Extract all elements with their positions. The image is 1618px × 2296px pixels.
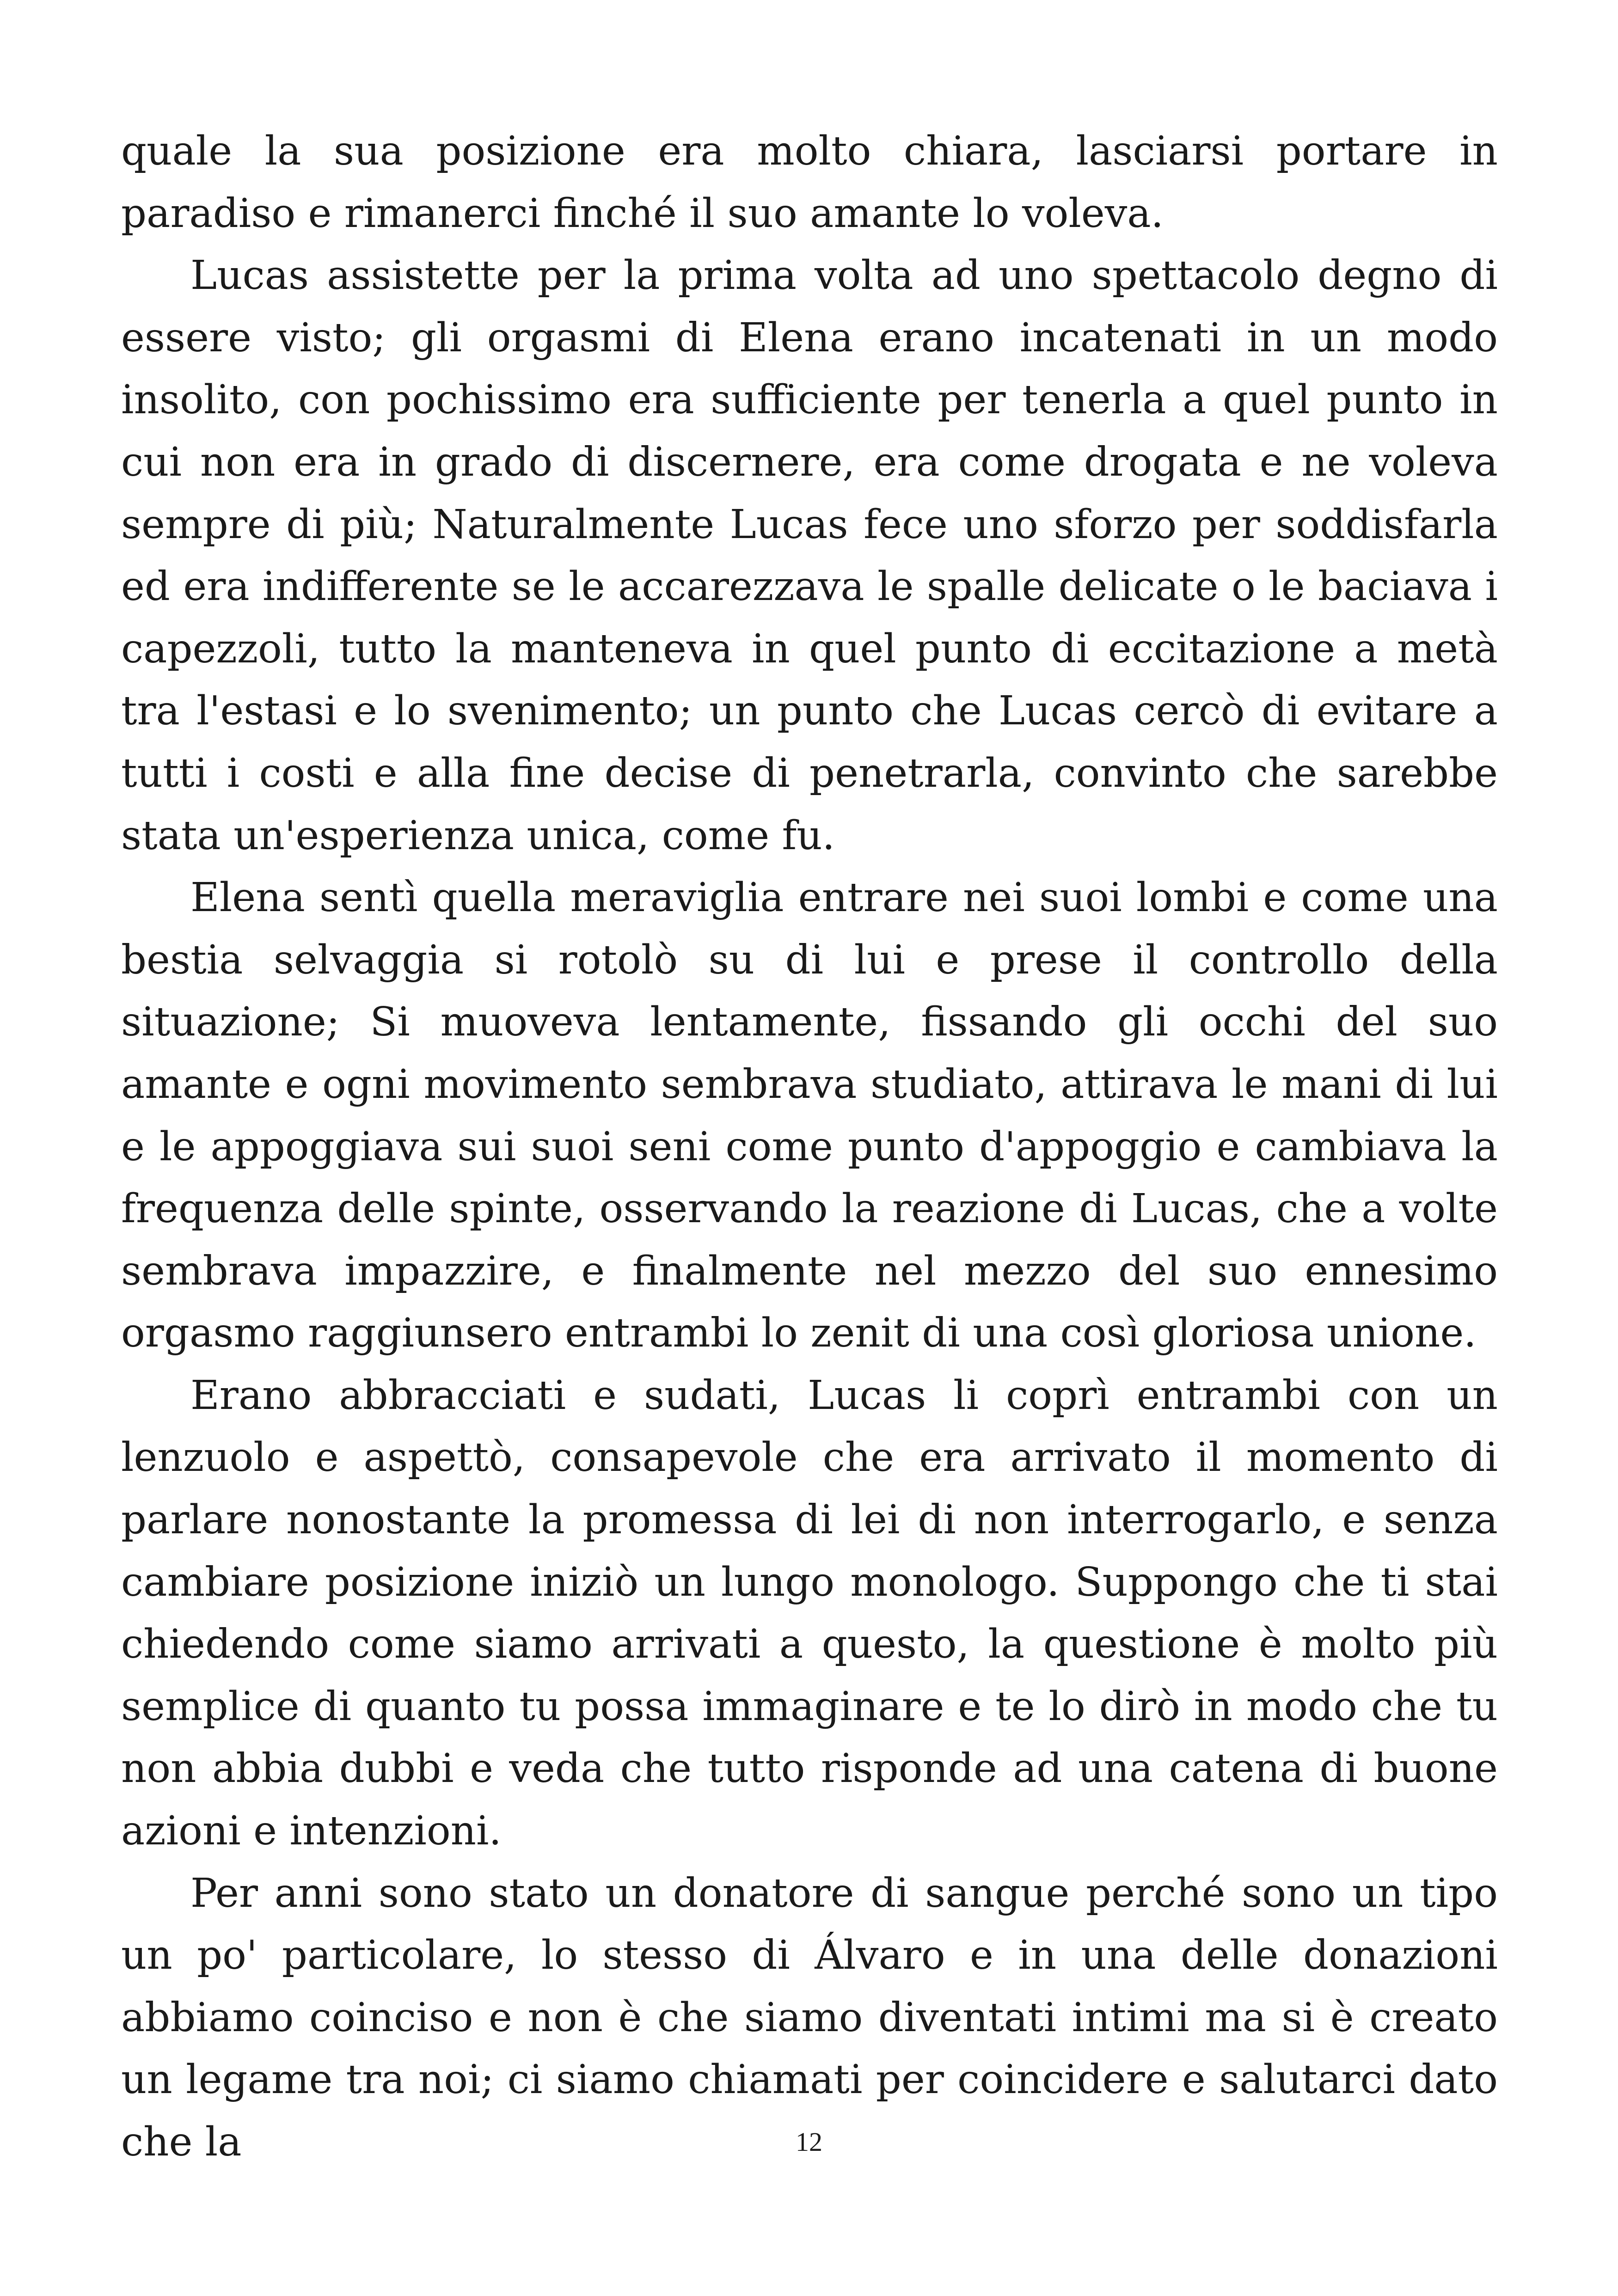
body-text [121, 120, 1498, 2174]
paragraph-elena-control: Elena sentì quella meraviglia entrare nei suoi lombi e come una bestia selvaggia si rotolò su di lui e prese il controllo della situazione; Si muoveva lentamente, fissando gli occhi del suo amante e ogni movimento sembrava studiato, attirava le mani di lui e le appoggiava sui suoi seni come punto d'appoggio e cambiava la frequenza delle spinte, osservando la reazione di Lucas, che a volte sembrava impazzire, e finalmente nel mezzo del suo ennesimo orgasmo raggiunsero entrambi lo zenit di una così gloriosa unione. [121, 875, 1498, 1357]
page-number: 12 [796, 2127, 822, 2157]
paragraph-continuation: quale la sua posizione era molto chiara, lasciarsi portare in paradiso e rimanerci finché il suo amante lo voleva. [121, 128, 1498, 237]
paragraph-monologue: Erano abbracciati e sudati, Lucas li coprì entrambi con un lenzuolo e aspettò, consapevole che era arrivato il momento di parlare nonostante la promessa di lei di non interrogarlo, e senza cambiare posizione iniziò un lungo monologo. Suppongo che ti stai chiedendo come siamo arrivati a questo, la questione è molto più semplice di quanto tu possa immaginare e te lo dirò in modo che tu non abbia dubbi e veda che tutto risponde ad una catena di buone azioni e intenzioni. [121, 1372, 1498, 1855]
paragraph-blood-donor: Per anni sono stato un donatore di sangue perché sono un tipo un po' particolare, lo stesso di Álvaro e in una delle donazioni abbiamo coinciso e non è che siamo diventati intimi ma si è creato un legame tra noi; ci siamo chiamati per coincidere e salutarci dato che la [121, 1870, 1498, 2165]
paragraph-lucas-spectacle: Lucas assistette per la prima volta ad uno spettacolo degno di essere visto; gli orgasmi di Elena erano incatenati in un modo insolito, con pochissimo era sufficiente per tenerla a quel punto in cui non era in grado di discernere, era come drogata e ne voleva sempre di più; Naturalmente Lucas fece uno sforzo per soddisfarla ed era indifferente se le accarezzava le spalle delicate o le baciava i capezzoli, tutto la manteneva in quel punto di eccitazione a metà tra l'estasi e lo svenimento; un punto che Lucas cercò di evitare a tutti i costi e alla fine decise di penetrarla, convinto che sarebbe stata un'esperienza unica, come fu. [121, 252, 1498, 859]
